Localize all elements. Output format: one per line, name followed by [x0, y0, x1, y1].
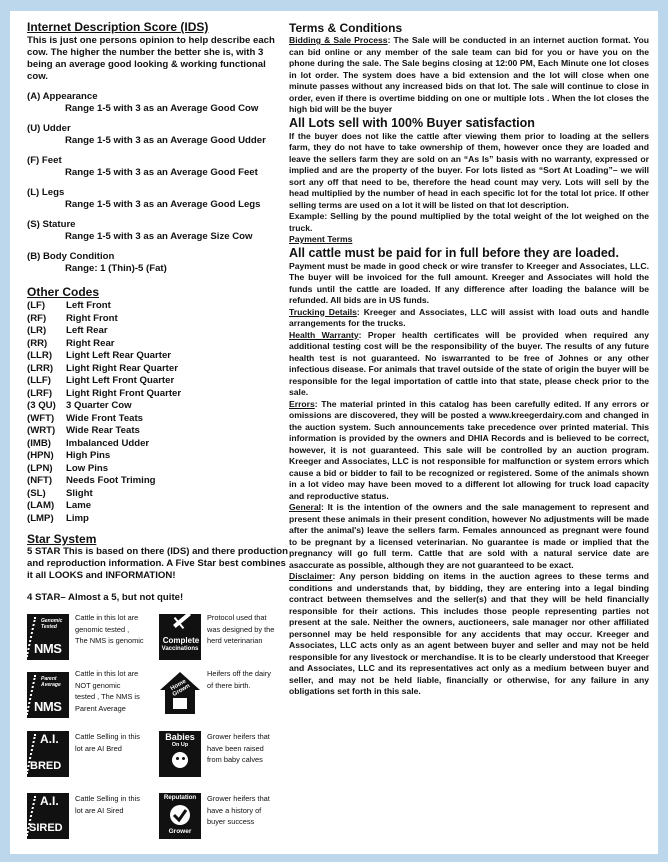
code-abbr: (IMB) [27, 437, 51, 449]
code-row [27, 413, 289, 426]
code-abbr: (NFT) [27, 475, 53, 486]
code-desc: Wide Rear Teats [66, 425, 140, 436]
ids-item-range: Range 1-5 with 3 as an Average Good Feet [65, 167, 258, 178]
bidding-heading: Bidding & Sale Process [289, 35, 388, 45]
all-lots-heading: All Lots sell with 100% Buyer satisfaction [289, 115, 535, 130]
code-row [27, 300, 289, 313]
catalog-page [10, 11, 658, 854]
code-desc: Right Rear [66, 337, 115, 349]
ids-intro: This is just one persons opinion to help describe each cow. The higher the number the better she is, with 3 being an average good looking & working functional cow. [27, 35, 275, 82]
code-row [27, 325, 289, 338]
code-abbr: (LLR) [27, 350, 53, 361]
ids-item-range: Range 1-5 with 3 as an Average Size Cow [65, 231, 253, 242]
code-abbr: (LMP) [27, 512, 54, 524]
ids-item-label: (S) Stature [27, 219, 76, 230]
other-codes-title: Other Codes [27, 285, 100, 299]
ids-item-range: Range 1-5 with 3 as an Average Good Udder [65, 135, 266, 146]
code-abbr: (RF) [27, 312, 47, 324]
health-body: : Proper health certificates will be provided when required any additional testing cost will be the responsibility of the buyer. The results of any future health test is not guaranteed. No iswarranted to be free of Johnes or any other infectious disease. For animals that travel outside of the state of origin the buyer will be responsible for the legal importation of cattle into that state, please check prior to the sale. [289, 329, 649, 397]
ids-item-range: Range 1-5 with 3 as an Average Good Cow [65, 103, 259, 114]
code-abbr: (RR) [27, 337, 48, 349]
ids-item-range: Range: 1 (Thin)-5 (Fat) [65, 263, 167, 274]
general-heading: General [289, 502, 322, 512]
code-row [27, 500, 289, 513]
code-desc: Wide Front Teats [66, 412, 144, 424]
errors-heading: Errors [289, 398, 315, 409]
ids-title: Internet Description Score (IDS) [27, 20, 209, 34]
terms-column [289, 21, 649, 698]
ids-item-label: (L) Legs [27, 187, 65, 198]
trucking-section [289, 307, 649, 330]
icon-row [27, 612, 289, 664]
general-section [289, 502, 649, 571]
code-row [27, 363, 289, 376]
ids-item-appearance [27, 91, 289, 115]
ids-item-udder [27, 123, 289, 147]
code-desc: Lame [66, 500, 92, 511]
payment-body: Payment must be made in good check or wire transfer to Kreeger and Associates, LLC. The buyer will be invoiced for the full amount. Kreeger and Associates will hold the funds until the cattle are loaded. If any difference after loading the balance will be refunded. All bids are in US funds. [289, 260, 649, 305]
code-row [27, 438, 289, 451]
code-abbr: (LF) [27, 300, 46, 311]
four-star-text: 4 STAR– Almost a 5, but not quite! [27, 592, 184, 603]
example-text: Example: Selling by the pound multiplied by the total weight of the lot weighed on the truck. [289, 211, 649, 233]
ids-item-label: (F) Feet [27, 155, 62, 166]
disclaimer-section [289, 571, 649, 698]
other-codes-list [27, 300, 289, 525]
code-abbr: (LLF) [27, 375, 51, 386]
icon-caption: Grower heifers that have been raised from baby calves [207, 732, 270, 764]
code-row [27, 388, 289, 401]
code-desc: 3 Quarter Cow [66, 400, 132, 411]
icon-caption: Cattle Selling in this lot are AI Sired [75, 794, 140, 815]
home-grown-icon: Home Grown [159, 670, 201, 716]
disclaimer-body: : Any person bidding on items in the auction agrees to these terms and conditions and understands that, by bidding, they are entering into a legal binding contract between themselves and the seller(s) and that they will be held financially responsible for their actions. This includes those people representing parties not present at the sale. Neither the owners, auctioneers, sale manager nor other affiliated personnel may be held responsible for any accidents that may occur. Kreeger and Associates, LLC acts only as an agent between buyer and seller and may not be held responsible for any livestock or merchandise. It is to be clearly understood that Kreeger and Associates, LLC and its representatives act only as a medium between buyer and seller, and may not be held liable, financially or otherwise, for any failure in any obligations set forth in this sale. [289, 571, 649, 696]
code-row [27, 463, 289, 476]
ids-item-label: (A) Appearance [27, 91, 98, 102]
icon-caption: Protocol used that was designed by the herd veterinarian [207, 613, 275, 645]
code-row [27, 425, 289, 438]
ids-item-label: (U) Udder [27, 123, 71, 134]
icon-row [27, 793, 289, 845]
trucking-heading: Trucking Details [289, 306, 357, 317]
code-desc: Left Rear [66, 325, 108, 336]
code-desc: Imbalanced Udder [66, 437, 150, 449]
general-body: : It is the intention of the owners and the sale management to represent and present these animals in their present condition, however No adjustments will be made after the animal's) leave the sellers farm. Females announced as pregnant were found to be pregnant by a licensed veterinarian. No guarantee is made or implied that the pregnancy will go full term. Cattle that are sold with a natural service date are asaccurate as possible, although they are not guaranteed to be exact. [289, 502, 649, 570]
code-abbr: (LR) [27, 325, 47, 336]
code-abbr: (LRF) [27, 387, 53, 399]
code-desc: Right Front [66, 312, 118, 324]
ids-item-label: (B) Body Condition [27, 251, 115, 262]
code-row [27, 400, 289, 413]
code-abbr: (SL) [27, 487, 46, 499]
left-column [27, 20, 289, 835]
code-row [27, 450, 289, 463]
code-desc: High Pins [66, 450, 111, 461]
icon-caption: Heifers off the dairy of there birth. [207, 669, 271, 690]
babies-on-up-icon: Babies On Up [159, 731, 201, 777]
code-desc: Light Left Front Quarter [66, 375, 175, 386]
ids-item-feet [27, 155, 289, 179]
icon-caption: Cattle Selling in this lot are AI Bred [75, 732, 140, 753]
five-star-text: 5 STAR This is based on there (IDS) and there production and reproduction information. A Five Star best combines it all LOOKS and INFORMATION! [27, 546, 289, 581]
code-abbr: (3 QU) [27, 400, 56, 411]
code-desc: Low Pins [66, 462, 109, 474]
errors-section [289, 399, 649, 503]
terms-title: Terms & Conditions [289, 21, 403, 35]
ai-sired-icon: A.I. SIRED [27, 793, 69, 839]
code-abbr: (LRR) [27, 362, 54, 374]
icon-row [27, 668, 289, 720]
code-row [27, 313, 289, 326]
code-row [27, 475, 289, 488]
code-desc: Left Front [66, 300, 111, 311]
ids-item-legs [27, 187, 289, 211]
health-heading: Health Warranty [289, 329, 359, 340]
code-abbr: (LAM) [27, 500, 55, 511]
code-row [27, 338, 289, 351]
code-abbr: (HPN) [27, 450, 54, 461]
payment-heading: Payment Terms [289, 234, 353, 244]
bidding-section [289, 35, 649, 116]
code-abbr: (LPN) [27, 462, 53, 474]
icon-row [27, 731, 289, 783]
icon-caption: Cattle in this lot are NOT genomic tested , The NMS is Parent Average [75, 669, 140, 713]
code-desc: Light Right Rear Quarter [66, 362, 178, 374]
code-desc: Light Left Rear Quarter [66, 350, 172, 361]
bidding-body: : The Sale will be conducted in an internet auction format. You can bid online or any member of the sale team can bid for you or have you on the phone during the sale. The Sale begins closing at 12:00 PM, Each Minute one lot closes in lot order. The system does have a bid extension and the lot will close when one minute passes without any increased bids on that lot. The sale will continue to close in order, even if there is overtime bidding on one or multiple lots . When the lot closes the high bid will be the buyer [289, 35, 649, 114]
code-row [27, 488, 289, 501]
code-abbr: (WFT) [27, 412, 55, 424]
satisfaction-body: If the buyer does not like the cattle after viewing them prior to loading at the sellers farm, they do not have to take ownership of them, however once they are loaded and leave the sellers farm they are sold on an “As Is” basis with no warranty, expressed or implied and are the property of the buyer. For lots listed as “Sort At Loading”– we will sort any off that need to be, therefore the head count may very. Lots will sell by the head multiplied by the number of head in each specific lot for the total lot price. If other selling terms are used on a lot it will be listed on that lot description. [289, 130, 649, 210]
icon-caption: Cattle in this lot are genomic tested , The NMS is genomic [75, 613, 144, 645]
nms-parent-average-icon: Parent Average NMS [27, 672, 69, 718]
ai-bred-icon: A.I. BRED [27, 731, 69, 777]
disclaimer-heading: Disclaimer [289, 571, 333, 581]
code-desc: Needs Foot Triming [66, 475, 156, 486]
code-row [27, 513, 289, 526]
trucking-body: : Kreeger and Associates, LLC will assist with load outs and handle arrangements for the trucks. [289, 306, 649, 328]
errors-body: : The material printed in this catalog has been carefully edited. If any errors or omissions are discovered, they will be posted a www.kreegerdairy.com and changed in the auction system. Such announcements take precedence over printed material. This information is provided by the owners and DHIA Records and is believed to be correct, however, it is not guaranteed. This sale will be controlled by an auction program. Kreeger and Associates, LLC is not responsible for malfunction or system errors which cause a bid or bidder to fail to be recognized or registered. Some of the animals shown in a lot video may have been moved to a different lot allowing for truck load capacity and reproductive status. [289, 398, 649, 501]
code-abbr: (WRT) [27, 425, 56, 436]
complete-vaccinations-icon: Complete Vaccinations [159, 614, 201, 660]
nms-genomic-tested-icon: Genomic Tested NMS [27, 614, 69, 660]
reputation-grower-icon: Reputation Grower [159, 793, 201, 839]
health-section [289, 330, 649, 399]
payment-emphasis: All cattle must be paid for in full before they are loaded. [289, 245, 619, 260]
ids-item-body-condition [27, 251, 289, 275]
code-row [27, 375, 289, 388]
code-desc: Limp [66, 512, 89, 524]
icon-caption: Grower heifers that have a history of buyer success [207, 794, 270, 826]
code-row [27, 350, 289, 363]
ids-item-stature [27, 219, 289, 243]
code-desc: Slight [66, 487, 93, 499]
code-desc: Light Right Front Quarter [66, 387, 182, 399]
star-system-title: Star System [27, 532, 97, 546]
ids-item-range: Range 1-5 with 3 as an Average Good Legs [65, 199, 261, 210]
